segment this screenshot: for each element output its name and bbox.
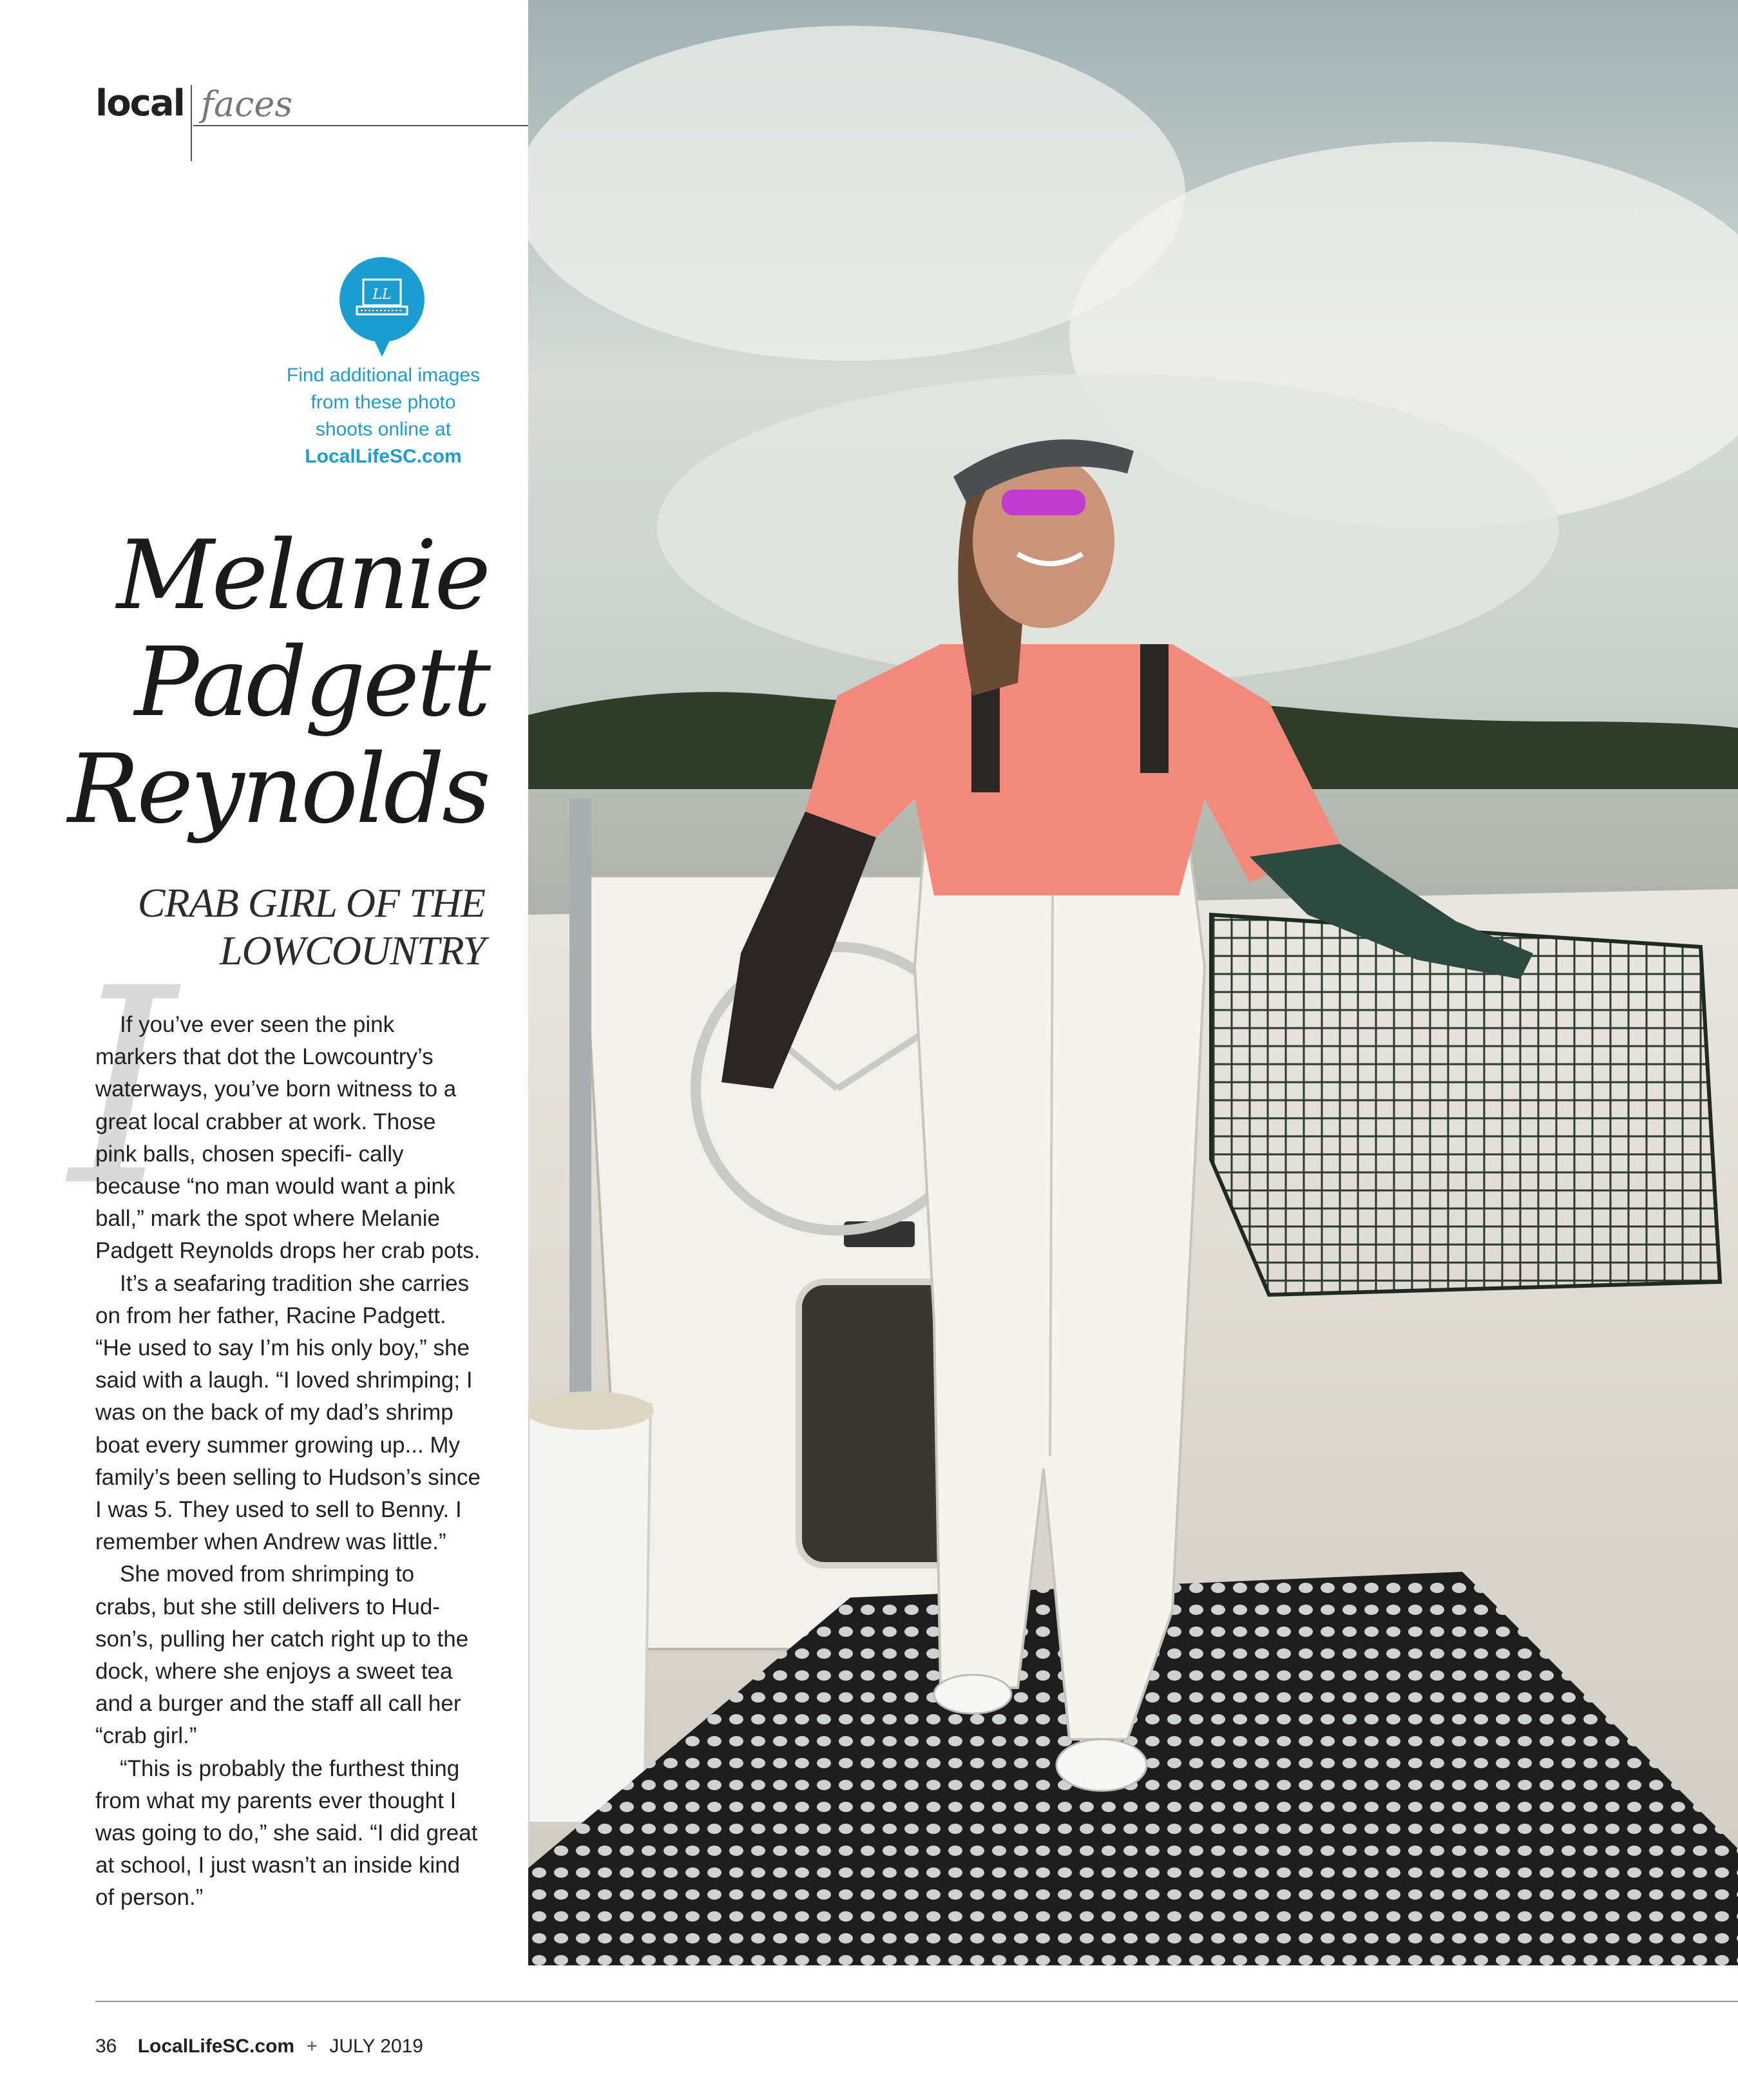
- article-body: [95, 1009, 482, 1914]
- header-section: faces: [201, 84, 293, 124]
- article-paragraph: If you’ve ever seen the pink markers that dot the Lowcountry’s waterways, you’ve born witness to a great local crabber at work. Those pink balls, chosen specifi- cally because “no man would want a pink ball,” mark the spot where Melanie Padgett Reynolds drops her crab pots.: [95, 1012, 481, 1264]
- subtitle-line: LOWCOUNTRY: [219, 928, 485, 973]
- article-paragraph: It’s a seafaring tradition she carries on from her father, Racine Padgett. “He used to say I’m his only boy,” she said with a laugh. “I loved shrimping; I was on the back of my dad’s shrimp boat every summer growing up... My family’s been selling to Hudson’s since I was 5. They used to sell to Benny. I remember when Andrew was little.”: [95, 1270, 481, 1555]
- promo-text: [245, 362, 522, 470]
- promo-line: from these photo: [310, 392, 456, 413]
- footer-divider: [95, 2001, 1738, 2002]
- title-line: Reynolds: [67, 734, 488, 845]
- laptop-speech-bubble-icon: [339, 256, 425, 358]
- footer-separator: +: [306, 2036, 318, 2057]
- article-paragraph: “This is probably the furthest thing from what my parents ever thought I was going to do,” she said. “I did great at school, I just wasn’t an inside kind of person.”: [95, 1755, 478, 1911]
- header-divider-vertical: [191, 85, 192, 161]
- page-footer: [95, 2036, 423, 2057]
- issue-date: JULY 2019: [329, 2036, 423, 2057]
- title-line: Melanie: [117, 520, 488, 631]
- promo-link[interactable]: LocalLifeSC.com: [305, 446, 462, 467]
- laptop-screen-letters: LL: [372, 287, 392, 303]
- footer-site-link[interactable]: LocalLifeSC.com: [137, 2036, 295, 2057]
- sunglasses: [1002, 490, 1085, 515]
- article-title: [24, 522, 488, 843]
- promo-line: Find additional images: [286, 365, 481, 386]
- subtitle-line: CRAB GIRL OF THE: [137, 880, 485, 926]
- title-line: Padgett: [134, 627, 488, 738]
- crab-trap: [1211, 915, 1720, 1295]
- article-paragraph: She moved from shrimping to crabs, but she still delivers to Hud- son’s, pulling her catch right up to the dock, where she enjoys a sweet tea and a burger and the staff all call her “crab girl.”: [95, 1561, 469, 1749]
- page-number: 36: [95, 2036, 117, 2057]
- header-brand: local: [95, 82, 184, 124]
- dropcap: I: [70, 931, 177, 1246]
- feature-photo: [528, 0, 1738, 1965]
- header-divider-horizontal: [193, 125, 528, 126]
- promo-line: shoots online at: [315, 419, 452, 440]
- bucket: [528, 1404, 651, 1823]
